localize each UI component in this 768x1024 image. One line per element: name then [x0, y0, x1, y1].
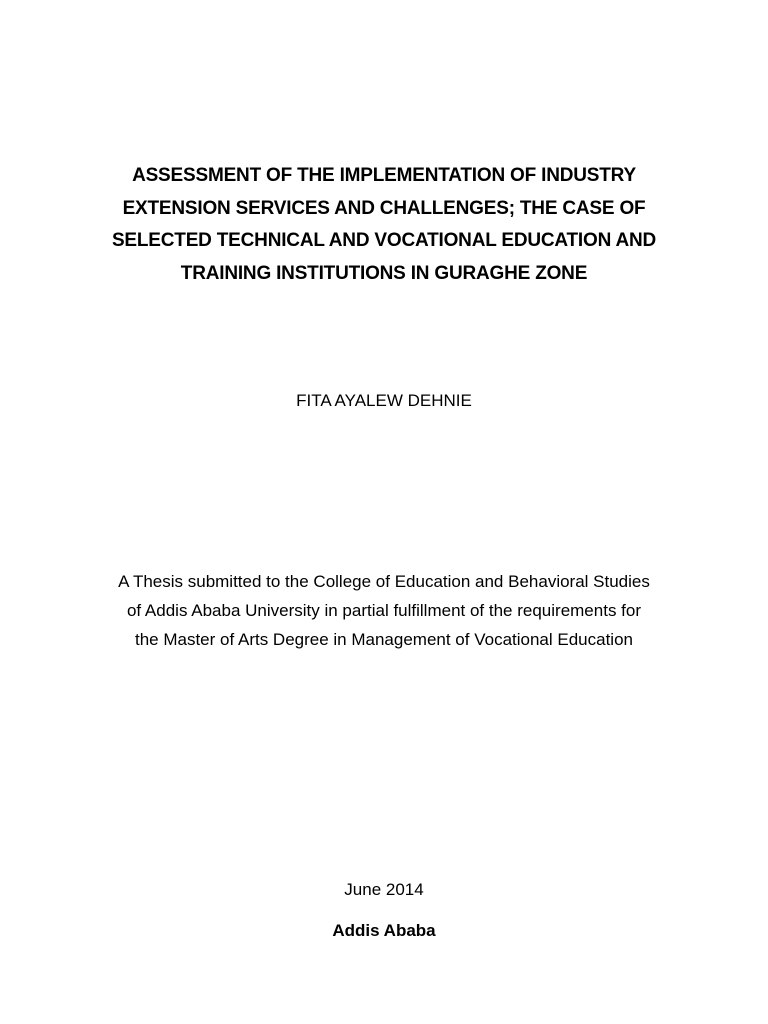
author-name: FITA AYALEW DEHNIE	[296, 391, 472, 410]
submission-date: June 2014	[344, 880, 424, 899]
thesis-title-line: SELECTED TECHNICAL AND VOCATIONAL EDUCATION AND	[111, 230, 657, 251]
submission-place: Addis Ababa	[332, 921, 436, 940]
submission-statement	[60, 567, 708, 654]
thesis-title-line: EXTENSION SERVICES AND CHALLENGES; THE CASE OF	[122, 197, 646, 219]
thesis-title-line: ASSESSMENT OF THE IMPLEMENTATION OF INDUSTRY	[132, 165, 636, 186]
submission-statement-line: A Thesis submitted to the College of Education and Behavioral Studies	[118, 572, 650, 591]
submission-statement-line: the Master of Arts Degree in Management of Vocational Education	[134, 630, 633, 649]
thesis-title	[84, 160, 684, 290]
submission-statement-line: of Addis Ababa University in partial fulfillment of the requirements for	[126, 601, 642, 620]
thesis-title-line: TRAINING INSTITUTIONS IN GURAGHE ZONE	[180, 262, 588, 284]
